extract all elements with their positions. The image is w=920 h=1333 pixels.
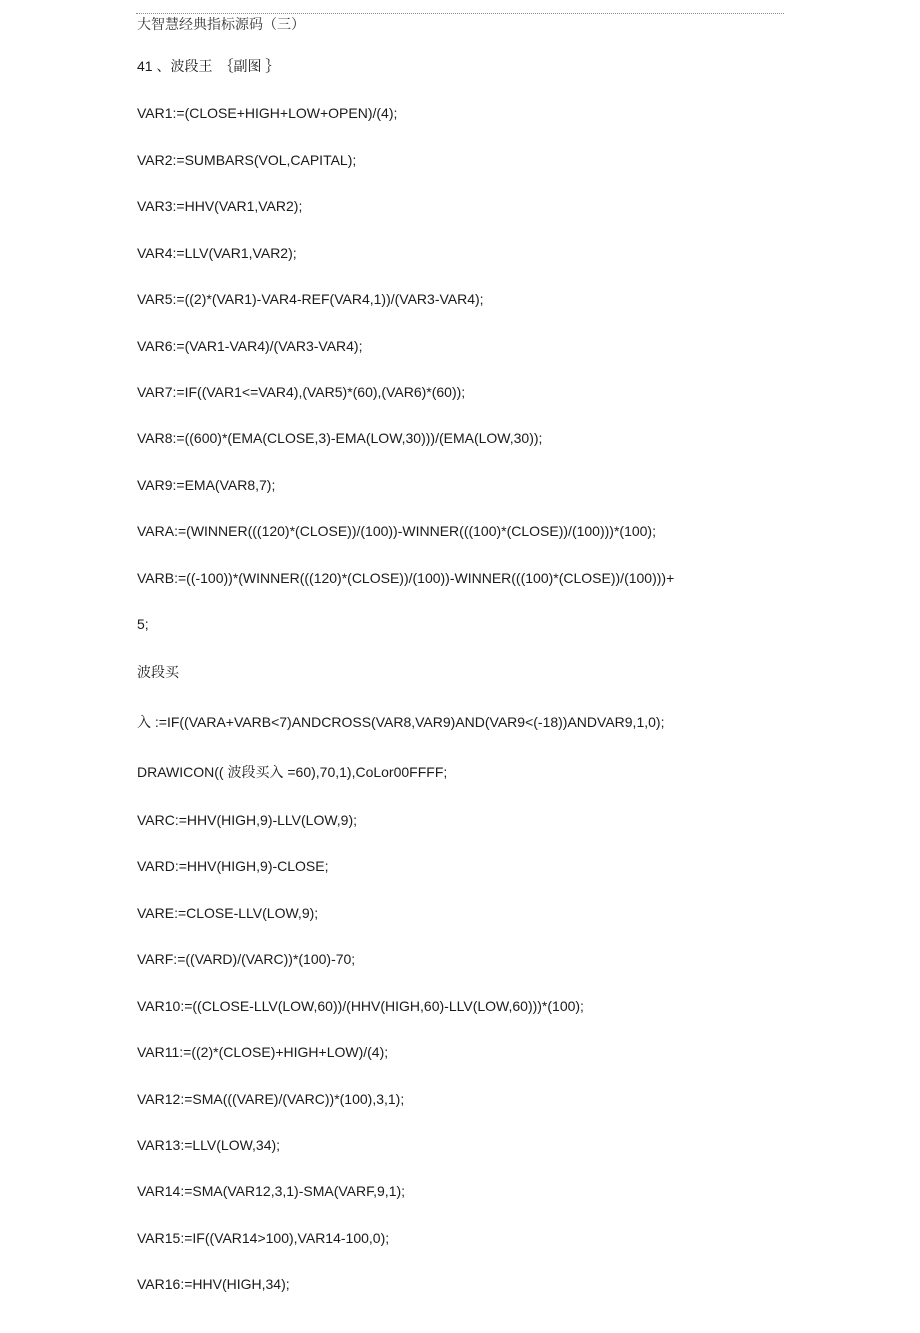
section-title: 41 、波段王 ｛副图 ｝	[137, 58, 280, 74]
code-line: VAR3:=HHV(VAR1,VAR2);	[137, 198, 303, 214]
page-header-title: 大智慧经典指标源码（三）	[137, 17, 305, 33]
code-line: VAR7:=IF((VAR1<=VAR4),(VAR5)*(60),(VAR6)*(60));	[137, 384, 466, 400]
code-line: VAR12:=SMA(((VARE)/(VARC))*(100),3,1);	[137, 1091, 405, 1107]
code-line: VARE:=CLOSE-LLV(LOW,9);	[137, 905, 319, 921]
code-line: VAR9:=EMA(VAR8,7);	[137, 477, 276, 493]
code-line: VAR15:=IF((VAR14>100),VAR14-100,0);	[137, 1230, 390, 1246]
code-line: VAR16:=HHV(HIGH,34);	[137, 1276, 290, 1292]
code-line: VARF:=((VARD)/(VARC))*(100)-70;	[137, 951, 356, 967]
code-line: VARB:=((-100))*(WINNER(((120)*(CLOSE))/(100))-WINNER(((100)*(CLOSE))/(100)))+	[137, 570, 675, 586]
code-line: VAR13:=LLV(LOW,34);	[137, 1137, 281, 1153]
code-line: 波段买	[137, 664, 179, 680]
code-line: VAR4:=LLV(VAR1,VAR2);	[137, 245, 297, 261]
code-line: VAR10:=((CLOSE-LLV(LOW,60))/(HHV(HIGH,60)-LLV(LOW,60)))*(100);	[137, 998, 584, 1014]
code-line: VAR11:=((2)*(CLOSE)+HIGH+LOW)/(4);	[137, 1044, 389, 1060]
code-line: VAR8:=((600)*(EMA(CLOSE,3)-EMA(LOW,30)))/(EMA(LOW,30));	[137, 430, 543, 446]
code-line: 5;	[137, 616, 149, 632]
code-line: VAR14:=SMA(VAR12,3,1)-SMA(VARF,9,1);	[137, 1183, 406, 1199]
code-line: VARA:=(WINNER(((120)*(CLOSE))/(100))-WINNER(((100)*(CLOSE))/(100)))*(100);	[137, 523, 656, 539]
code-line: VARD:=HHV(HIGH,9)-CLOSE;	[137, 858, 329, 874]
code-line: 入 :=IF((VARA+VARB<7)ANDCROSS(VAR8,VAR9)AND(VAR9<(-18))ANDVAR9,1,0);	[137, 714, 665, 730]
code-line: VAR5:=((2)*(VAR1)-VAR4-REF(VAR4,1))/(VAR3-VAR4);	[137, 291, 484, 307]
code-line: VARC:=HHV(HIGH,9)-LLV(LOW,9);	[137, 812, 358, 828]
code-line: VAR2:=SUMBARS(VOL,CAPITAL);	[137, 152, 357, 168]
code-line: DRAWICON(( 波段买入 =60),70,1),CoLor00FFFF;	[137, 764, 448, 780]
code-line: VAR6:=(VAR1-VAR4)/(VAR3-VAR4);	[137, 338, 363, 354]
code-line: VAR1:=(CLOSE+HIGH+LOW+OPEN)/(4);	[137, 105, 398, 121]
